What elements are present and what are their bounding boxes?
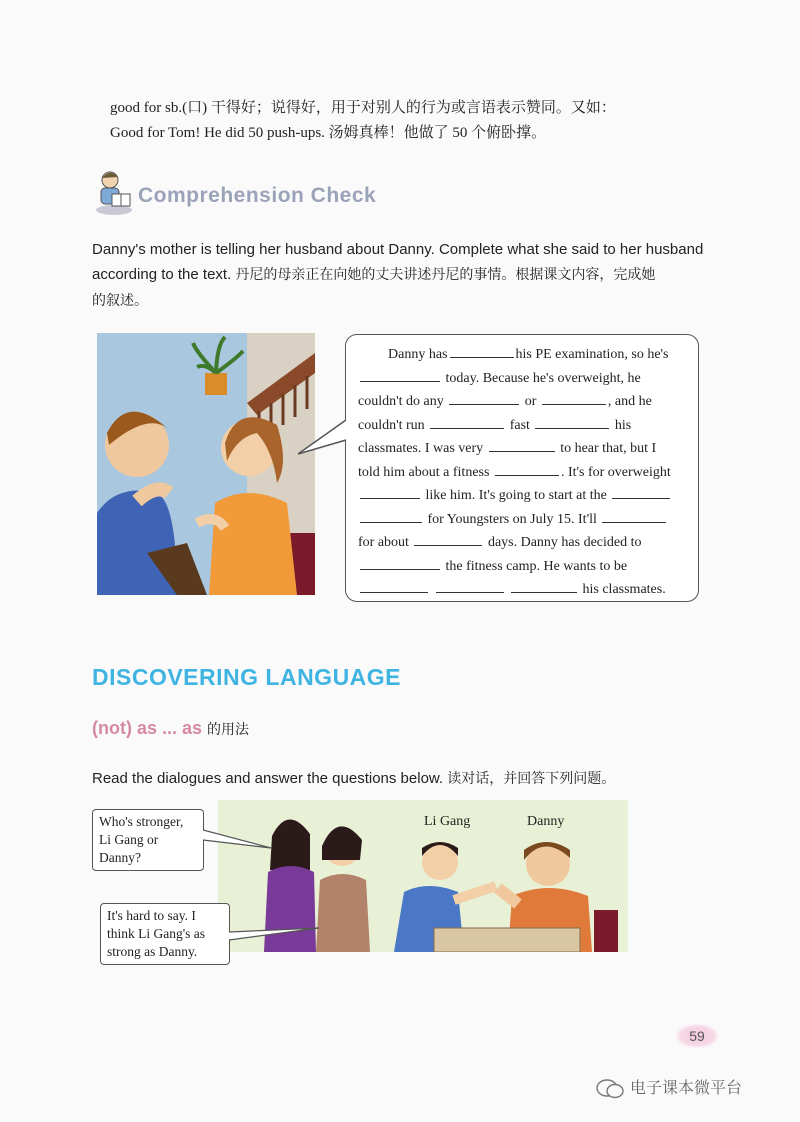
passage-text: for Youngsters on July 15. It'll xyxy=(427,511,597,527)
instruction-zh-2: 的叙述。 xyxy=(92,293,148,309)
passage-text: to hear that, but I xyxy=(560,441,657,456)
answer-blank[interactable] xyxy=(360,555,440,570)
dialogue-bubble-question: Who's stronger, Li Gang or Danny? xyxy=(92,809,204,871)
passage-text: days. Danny has decided to xyxy=(487,535,642,550)
answer-blank[interactable] xyxy=(450,343,514,358)
discovering-title: DISCOVERING LANGUAGE xyxy=(92,664,402,690)
passage-text: his PE examination, so he's xyxy=(515,347,669,362)
answer-blank[interactable] xyxy=(430,414,504,429)
passage-text: for about xyxy=(358,535,409,550)
reading-boy-icon xyxy=(92,168,136,216)
passage-text: like him. It's going to start at the xyxy=(425,488,607,503)
passage-text: couldn't do any xyxy=(358,394,444,409)
answer-blank[interactable] xyxy=(360,367,440,382)
answer-blank[interactable] xyxy=(602,508,666,523)
answer-blank[interactable] xyxy=(360,578,428,593)
page-number: 59 xyxy=(676,1024,718,1048)
passage-text: or xyxy=(524,394,537,409)
passage-text: Danny has xyxy=(388,347,448,362)
answer-blank[interactable] xyxy=(511,578,577,593)
chat-icon xyxy=(596,1078,624,1100)
instruction-zh-1: 丹尼的母亲正在向她的丈夫讲述丹尼的事情。根据课文内容，完成她 xyxy=(235,267,656,283)
passage-text: classmates. I was very xyxy=(358,441,484,456)
passage-text: today. Because he's overweight, he xyxy=(445,370,641,386)
passage-text: his classmates. xyxy=(582,582,666,597)
watermark-text: 电子课本微平台 xyxy=(630,1078,743,1097)
passage-text: told him about a fitness xyxy=(358,464,490,480)
instruction-en-1: Danny's mother is telling her husband about Danny. Complete what she said to her husband xyxy=(92,241,704,258)
answer-blank[interactable] xyxy=(360,484,420,499)
comprehension-instruction xyxy=(92,237,732,314)
answer-blank[interactable] xyxy=(489,437,555,452)
passage-text: the fitness camp. He wants to be xyxy=(445,558,628,574)
answer-blank[interactable] xyxy=(360,508,422,523)
instruction2-zh: 读对话，并回答下列问题。 xyxy=(447,771,616,787)
label-danny: Danny xyxy=(527,814,565,829)
watermark xyxy=(596,1075,742,1100)
label-li-gang: Li Gang xyxy=(424,814,471,829)
passage-text: , and he xyxy=(607,394,652,409)
instruction2-en: Read the dialogues and answer the questions below. xyxy=(92,770,444,787)
passage-text: his xyxy=(614,417,632,433)
subtitle-en: (not) as ... as xyxy=(92,718,203,738)
note-line-2: Good for Tom! He did 50 push-ups. 汤姆真棒！他做了 50 个俯卧撑。 xyxy=(110,125,547,141)
parents-illustration xyxy=(97,333,315,595)
instruction-en-2: according to the text. xyxy=(92,266,232,283)
passage-bubble xyxy=(345,334,699,602)
passage-text: . It's for overweight xyxy=(560,464,671,480)
answer-blank[interactable] xyxy=(495,461,559,476)
comprehension-title: Comprehension Check xyxy=(138,184,377,207)
answer-blank[interactable] xyxy=(414,531,482,546)
answer-blank[interactable] xyxy=(542,390,606,405)
passage-text: fast xyxy=(509,417,530,433)
callout-pointer xyxy=(229,926,321,946)
answer-blank[interactable] xyxy=(535,414,609,429)
discovering-subtitle xyxy=(92,718,249,739)
bubble-tail xyxy=(296,418,348,458)
discovering-instruction xyxy=(92,768,615,788)
note-line-1: good for sb.(口) 干得好；说得好，用于对别人的行为或言语表示赞同。又如： xyxy=(110,100,616,116)
answer-blank[interactable] xyxy=(612,484,670,499)
subtitle-zh: 的用法 xyxy=(207,722,250,738)
dialogue-bubble-answer: It's hard to say. I think Li Gang's as strong as Danny. xyxy=(100,903,230,965)
passage-text: couldn't run xyxy=(358,417,425,433)
answer-blank[interactable] xyxy=(436,578,504,593)
answer-blank[interactable] xyxy=(449,390,519,405)
callout-pointer xyxy=(203,826,273,850)
